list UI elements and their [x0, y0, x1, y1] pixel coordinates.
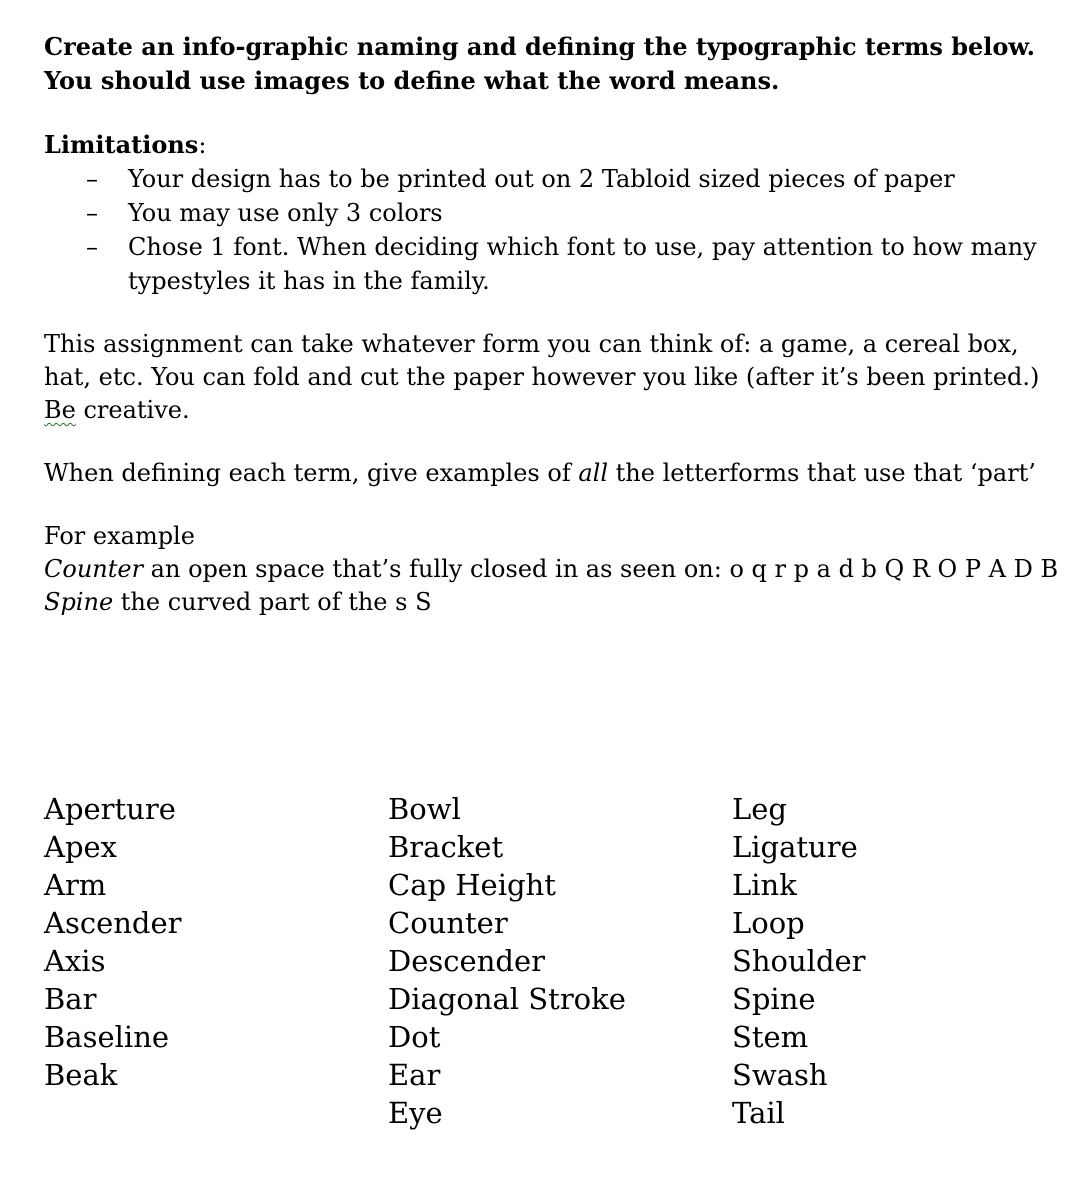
term-item: Ligature: [732, 830, 858, 864]
term-item: Dot: [388, 1020, 441, 1054]
dash-bullet-icon: –: [86, 233, 98, 261]
example-spine-line: [44, 586, 1054, 619]
terms-column-1: [44, 790, 388, 1132]
terms-column-3: [732, 790, 1076, 1132]
term-item: Swash: [732, 1058, 828, 1092]
term-item: Loop: [732, 906, 805, 940]
assignment-paragraph: [44, 328, 1054, 427]
example-spine-term: Spine: [44, 588, 114, 616]
limitations-label: Limitations: [44, 130, 199, 159]
dash-bullet-icon: –: [86, 199, 98, 227]
defining-emphasis: all: [578, 459, 608, 487]
term-item: Tail: [732, 1096, 785, 1130]
limitation-item: [44, 162, 1054, 196]
term-item: Aperture: [44, 792, 176, 826]
example-counter-line: [44, 553, 1059, 586]
assignment-text-tail: creative.: [75, 396, 190, 424]
defining-text-after: the letterforms that use that ‘part’: [608, 459, 1036, 487]
assignment-heading: Create an info-graphic naming and defining the typographic terms below. You should use images to define what the word means.: [44, 32, 1035, 95]
limitations-colon: :: [198, 131, 207, 159]
example-spine-text: the curved part of the s S: [113, 588, 432, 616]
term-item: Arm: [44, 868, 107, 902]
term-item: Spine: [732, 982, 816, 1016]
example-block: [44, 520, 1059, 619]
term-item: Descender: [388, 944, 545, 978]
term-item: Baseline: [44, 1020, 170, 1054]
term-item: Ear: [388, 1058, 441, 1092]
example-counter-term: Counter: [44, 555, 144, 583]
example-label: For example: [44, 522, 195, 550]
limitation-text: You may use only 3 colors: [128, 199, 443, 227]
term-item: Link: [732, 868, 797, 902]
assignment-document: [44, 30, 1059, 619]
term-item: Apex: [44, 830, 118, 864]
term-item: Diagonal Stroke: [388, 982, 626, 1016]
term-item: Beak: [44, 1058, 118, 1092]
limitations-list: [44, 162, 1054, 298]
term-item: Bar: [44, 982, 97, 1016]
limitations-title: [44, 128, 1054, 162]
term-item: Cap Height: [388, 868, 556, 902]
term-item: Stem: [732, 1020, 809, 1054]
example-counter-text: an open space that’s fully closed in as seen on: o q r p a d b Q R O P A D B: [143, 555, 1059, 583]
term-item: Shoulder: [732, 944, 866, 978]
term-item: Counter: [388, 906, 508, 940]
term-item: Ascender: [44, 906, 182, 940]
term-item: Bowl: [388, 792, 461, 826]
dash-bullet-icon: –: [86, 165, 98, 193]
limitation-text: Your design has to be printed out on 2 Tabloid sized pieces of paper: [128, 165, 955, 193]
term-item: Bracket: [388, 830, 504, 864]
limitation-text: Chose 1 font. When deciding which font to use, pay attention to how many typestyles it has in the family.: [128, 233, 1037, 295]
terms-column-2: [388, 790, 732, 1132]
limitation-item: [44, 230, 1054, 298]
limitation-item: [44, 196, 1054, 230]
assignment-text: This assignment can take whatever form you can think of: a game, a cereal box, hat, etc. You can fold and cut the paper however you like (after it’s been printed.): [44, 330, 1040, 391]
defining-text-before: When defining each term, give examples of: [44, 459, 579, 487]
spellcheck-flagged-word: Be: [44, 396, 76, 424]
defining-paragraph: [44, 457, 1054, 490]
term-item: Leg: [732, 792, 787, 826]
terms-list: [44, 790, 1076, 1132]
term-item: Eye: [388, 1096, 443, 1130]
term-item: Axis: [44, 944, 106, 978]
